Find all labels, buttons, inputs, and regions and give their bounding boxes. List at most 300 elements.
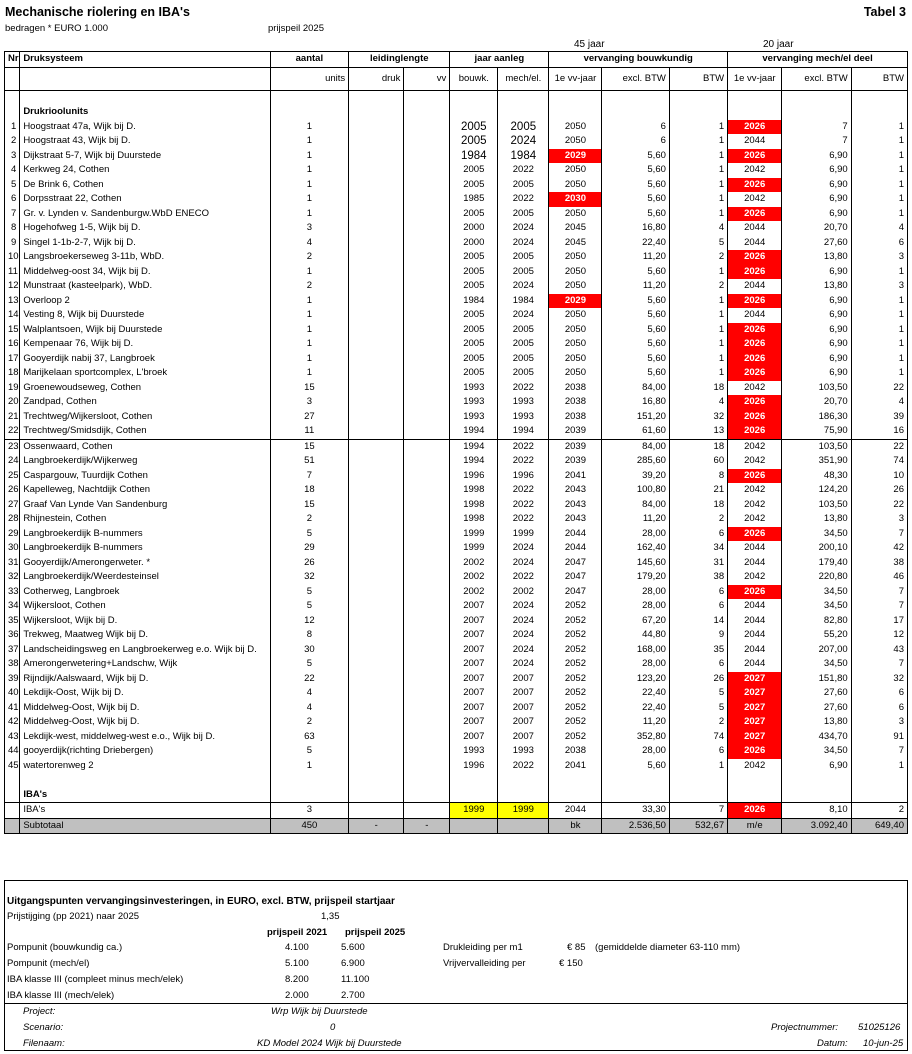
row-excl1: 6 bbox=[602, 134, 669, 149]
section-cell bbox=[549, 788, 602, 803]
row-vv1: 2029 bbox=[549, 294, 602, 309]
row-btw1: 26 bbox=[669, 672, 727, 687]
row-vv1: 2052 bbox=[549, 643, 602, 658]
row-excl1: 16,80 bbox=[602, 395, 669, 410]
table-row bbox=[5, 759, 908, 774]
header-sub-1 bbox=[20, 67, 270, 90]
row-mech: 2005 bbox=[498, 207, 549, 222]
row-excl2: 13,80 bbox=[782, 715, 851, 730]
row-bouwk: 2005 bbox=[450, 265, 498, 280]
row-btw1: 18 bbox=[669, 381, 727, 396]
row-btw1: 1 bbox=[669, 120, 727, 135]
row-vv1: 2050 bbox=[549, 163, 602, 178]
row-btw1: 1 bbox=[669, 337, 727, 352]
header-sub-2: units bbox=[270, 67, 349, 90]
header-druksysteem: Druksysteem bbox=[20, 52, 270, 68]
subtotal-excl2: 3.092,40 bbox=[782, 818, 851, 834]
row-units: 1 bbox=[270, 149, 349, 164]
row-vv2: 2026 bbox=[728, 250, 782, 265]
row-btw2: 22 bbox=[851, 439, 907, 454]
row-excl1: 5,60 bbox=[602, 178, 669, 193]
table-row bbox=[5, 498, 908, 513]
row-excl1: 11,20 bbox=[602, 512, 669, 527]
row-bouwk: 1984 bbox=[450, 149, 498, 164]
row-druk bbox=[349, 352, 404, 367]
row-btw1: 31 bbox=[669, 556, 727, 571]
row-vv2: 2026 bbox=[728, 527, 782, 542]
row-units: 27 bbox=[270, 410, 349, 425]
row-mech: 2007 bbox=[498, 715, 549, 730]
section-cell bbox=[349, 105, 404, 120]
row-bouwk: 2007 bbox=[450, 599, 498, 614]
row-vv2: 2026 bbox=[728, 352, 782, 367]
price-increase-label: Prijstijging (pp 2021) naar 2025 bbox=[7, 911, 140, 922]
row-vv2: 2042 bbox=[728, 570, 782, 585]
table-row bbox=[5, 469, 908, 484]
row-excl1: 5,60 bbox=[602, 265, 669, 280]
row-btw2: 7 bbox=[851, 599, 907, 614]
row-vv bbox=[404, 337, 450, 352]
row-name: Singel 1-1b-2-7, Wijk bij D. bbox=[20, 236, 270, 251]
assumption-label: IBA klasse III (mech/elek) bbox=[7, 990, 115, 1001]
row-btw2: 6 bbox=[851, 701, 907, 716]
row-vv2: 2026 bbox=[728, 265, 782, 280]
row-nr: 1 bbox=[5, 120, 20, 135]
row-nr: 37 bbox=[5, 643, 20, 658]
table-row bbox=[5, 352, 908, 367]
row-bouwk: 1993 bbox=[450, 744, 498, 759]
table-row bbox=[5, 483, 908, 498]
row-vv bbox=[404, 163, 450, 178]
row-mech: 2024 bbox=[498, 308, 549, 323]
table-row bbox=[5, 323, 908, 338]
section-cell bbox=[270, 788, 349, 803]
iba-row bbox=[5, 803, 908, 819]
subtotal-druk: - bbox=[349, 818, 404, 834]
row-excl1: 5,60 bbox=[602, 149, 669, 164]
table-row bbox=[5, 294, 908, 309]
table-row bbox=[5, 527, 908, 542]
header-row-2 bbox=[5, 67, 908, 90]
row-excl1: 5,60 bbox=[602, 294, 669, 309]
table-row bbox=[5, 643, 908, 658]
header-sub-7: 1e vv-jaar bbox=[549, 67, 602, 90]
row-excl2: 13,80 bbox=[782, 279, 851, 294]
row-bouwk: 1999 bbox=[450, 541, 498, 556]
table-row bbox=[5, 541, 908, 556]
iba-vv2: 2026 bbox=[728, 803, 782, 819]
row-nr: 8 bbox=[5, 221, 20, 236]
spacer-row-2-cell bbox=[782, 773, 851, 788]
iba-druk bbox=[349, 803, 404, 819]
row-vv bbox=[404, 207, 450, 222]
row-nr: 7 bbox=[5, 207, 20, 222]
assumption-2021: 4.100 bbox=[285, 942, 309, 953]
row-btw1: 1 bbox=[669, 759, 727, 774]
row-vv bbox=[404, 483, 450, 498]
row-mech: 2005 bbox=[498, 352, 549, 367]
row-btw1: 1 bbox=[669, 352, 727, 367]
header-jaar-aanleg: jaar aanleg bbox=[450, 52, 549, 68]
row-vv2: 2044 bbox=[728, 236, 782, 251]
row-vv bbox=[404, 323, 450, 338]
table-row bbox=[5, 614, 908, 629]
row-vv1: 2038 bbox=[549, 744, 602, 759]
row-vv bbox=[404, 686, 450, 701]
row-druk bbox=[349, 439, 404, 454]
row-excl1: 28,00 bbox=[602, 599, 669, 614]
spacer-row-1-cell bbox=[602, 90, 669, 105]
row-druk bbox=[349, 381, 404, 396]
row-vv bbox=[404, 744, 450, 759]
row-vv bbox=[404, 599, 450, 614]
row-name: Lekdijk-Oost, Wijk bij D. bbox=[20, 686, 270, 701]
row-vv bbox=[404, 294, 450, 309]
row-vv bbox=[404, 454, 450, 469]
row-excl2: 103,50 bbox=[782, 381, 851, 396]
row-excl1: 16,80 bbox=[602, 221, 669, 236]
row-btw2: 38 bbox=[851, 556, 907, 571]
row-name: Graaf Van Lynde Van Sandenburg bbox=[20, 498, 270, 513]
row-mech: 2007 bbox=[498, 672, 549, 687]
row-excl1: 5,60 bbox=[602, 163, 669, 178]
row-excl2: 6,90 bbox=[782, 207, 851, 222]
row-name: Kerkweg 24, Cothen bbox=[20, 163, 270, 178]
row-units: 26 bbox=[270, 556, 349, 571]
section-iba-row bbox=[5, 788, 908, 803]
row-btw2: 7 bbox=[851, 657, 907, 672]
row-vv1: 2041 bbox=[549, 469, 602, 484]
row-name: Rhijnestein, Cothen bbox=[20, 512, 270, 527]
row-btw1: 32 bbox=[669, 410, 727, 425]
row-name: Wijkersloot, Cothen bbox=[20, 599, 270, 614]
row-btw1: 6 bbox=[669, 599, 727, 614]
row-excl1: 168,00 bbox=[602, 643, 669, 658]
section-cell bbox=[669, 105, 727, 120]
row-units: 5 bbox=[270, 657, 349, 672]
row-nr: 5 bbox=[5, 178, 20, 193]
section-title-druk: Drukrioolunits bbox=[20, 105, 270, 120]
row-bouwk: 2005 bbox=[450, 323, 498, 338]
row-vv2: 2044 bbox=[728, 643, 782, 658]
row-mech: 2024 bbox=[498, 541, 549, 556]
header-sub-10: 1e vv-jaar bbox=[728, 67, 782, 90]
section-cell bbox=[782, 788, 851, 803]
header-row-1 bbox=[5, 52, 908, 68]
row-mech: 2005 bbox=[498, 366, 549, 381]
row-name: Hogehofweg 1-5, Wijk bij D. bbox=[20, 221, 270, 236]
row-bouwk: 2005 bbox=[450, 207, 498, 222]
row-vv1: 2052 bbox=[549, 672, 602, 687]
row-mech: 2007 bbox=[498, 686, 549, 701]
row-btw2: 22 bbox=[851, 381, 907, 396]
section-cell bbox=[851, 788, 907, 803]
row-btw2: 22 bbox=[851, 498, 907, 513]
section-cell bbox=[404, 105, 450, 120]
row-vv1: 2039 bbox=[549, 439, 602, 454]
row-vv bbox=[404, 178, 450, 193]
row-units: 1 bbox=[270, 366, 349, 381]
row-btw1: 38 bbox=[669, 570, 727, 585]
subtotal-row bbox=[5, 818, 908, 834]
subtotal-label: Subtotaal bbox=[20, 818, 270, 834]
table-row bbox=[5, 672, 908, 687]
row-vv2: 2044 bbox=[728, 599, 782, 614]
row-vv1: 2047 bbox=[549, 585, 602, 600]
row-name: watertorenweg 2 bbox=[20, 759, 270, 774]
row-btw2: 43 bbox=[851, 643, 907, 658]
row-bouwk: 1998 bbox=[450, 512, 498, 527]
row-vv2: 2044 bbox=[728, 657, 782, 672]
row-excl2: 13,80 bbox=[782, 512, 851, 527]
row-druk bbox=[349, 279, 404, 294]
row-excl2: 34,50 bbox=[782, 527, 851, 542]
row-units: 1 bbox=[270, 308, 349, 323]
row-nr: 15 bbox=[5, 323, 20, 338]
row-units: 1 bbox=[270, 352, 349, 367]
row-nr: 35 bbox=[5, 614, 20, 629]
row-vv1: 2050 bbox=[549, 265, 602, 280]
assumptions-title: Uitgangspunten vervangingsinvesteringen, in EURO, excl. BTW, prijspeil startjaar bbox=[7, 896, 395, 907]
row-units: 15 bbox=[270, 439, 349, 454]
row-vv1: 2050 bbox=[549, 337, 602, 352]
row-mech: 1993 bbox=[498, 395, 549, 410]
row-mech: 2005 bbox=[498, 178, 549, 193]
row-btw2: 46 bbox=[851, 570, 907, 585]
row-nr: 27 bbox=[5, 498, 20, 513]
row-excl1: 100,80 bbox=[602, 483, 669, 498]
row-excl2: 103,50 bbox=[782, 498, 851, 513]
project-number-label: Projectnummer: bbox=[771, 1022, 839, 1033]
row-btw2: 12 bbox=[851, 628, 907, 643]
row-mech: 2005 bbox=[498, 323, 549, 338]
header-leidinglengte: leidinglengte bbox=[349, 52, 450, 68]
row-bouwk: 2007 bbox=[450, 686, 498, 701]
row-btw1: 35 bbox=[669, 643, 727, 658]
row-mech: 2022 bbox=[498, 498, 549, 513]
row-vv1: 2041 bbox=[549, 759, 602, 774]
row-excl1: 61,60 bbox=[602, 424, 669, 439]
row-vv2: 2026 bbox=[728, 323, 782, 338]
row-druk bbox=[349, 192, 404, 207]
table-row bbox=[5, 715, 908, 730]
iba-mech: 1999 bbox=[498, 803, 549, 819]
row-vv1: 2047 bbox=[549, 570, 602, 585]
row-mech: 2024 bbox=[498, 657, 549, 672]
table-row bbox=[5, 149, 908, 164]
row-excl1: 285,60 bbox=[602, 454, 669, 469]
row-vv2: 2027 bbox=[728, 672, 782, 687]
row-bouwk: 1984 bbox=[450, 294, 498, 309]
row-druk bbox=[349, 672, 404, 687]
row-excl1: 179,20 bbox=[602, 570, 669, 585]
row-bouwk: 2005 bbox=[450, 352, 498, 367]
row-mech: 2024 bbox=[498, 236, 549, 251]
row-druk bbox=[349, 483, 404, 498]
table-row bbox=[5, 308, 908, 323]
row-nr: 21 bbox=[5, 410, 20, 425]
row-vv1: 2050 bbox=[549, 308, 602, 323]
header-sub-6: mech/el. bbox=[498, 67, 549, 90]
row-name: Munstraat (kasteelpark), WbD. bbox=[20, 279, 270, 294]
row-excl2: 6,90 bbox=[782, 294, 851, 309]
row-vv1: 2043 bbox=[549, 498, 602, 513]
row-bouwk: 2007 bbox=[450, 701, 498, 716]
row-excl1: 5,60 bbox=[602, 759, 669, 774]
row-mech: 2022 bbox=[498, 759, 549, 774]
header-sub-12: BTW bbox=[851, 67, 907, 90]
row-vv1: 2039 bbox=[549, 424, 602, 439]
filename-label: Filenaam: bbox=[23, 1038, 65, 1049]
row-nr: 42 bbox=[5, 715, 20, 730]
row-excl1: 28,00 bbox=[602, 657, 669, 672]
lifespan-bouwkundig: 45 jaar bbox=[574, 39, 605, 50]
row-druk bbox=[349, 469, 404, 484]
row-vv2: 2026 bbox=[728, 120, 782, 135]
row-btw1: 1 bbox=[669, 294, 727, 309]
section-cell bbox=[782, 105, 851, 120]
row-vv bbox=[404, 308, 450, 323]
table-row bbox=[5, 744, 908, 759]
row-bouwk: 2005 bbox=[450, 120, 498, 135]
table-row bbox=[5, 120, 908, 135]
subtotal-btw2: 649,40 bbox=[851, 818, 907, 834]
row-name: Langbroekerdijk/Weerdesteinsel bbox=[20, 570, 270, 585]
table-row bbox=[5, 424, 908, 439]
section-cell bbox=[498, 105, 549, 120]
row-excl1: 22,40 bbox=[602, 701, 669, 716]
header-sub-5: bouwk. bbox=[450, 67, 498, 90]
row-bouwk: 2005 bbox=[450, 178, 498, 193]
row-units: 29 bbox=[270, 541, 349, 556]
row-mech: 1984 bbox=[498, 294, 549, 309]
row-mech: 2024 bbox=[498, 614, 549, 629]
spacer-row-2-cell bbox=[728, 773, 782, 788]
row-druk bbox=[349, 759, 404, 774]
section-cell bbox=[450, 788, 498, 803]
header-vervanging-mech: vervanging mech/el deel bbox=[728, 52, 908, 68]
row-nr: 2 bbox=[5, 134, 20, 149]
iba-excl2: 8,10 bbox=[782, 803, 851, 819]
row-mech: 1993 bbox=[498, 410, 549, 425]
row-mech: 1999 bbox=[498, 527, 549, 542]
section-cell bbox=[602, 788, 669, 803]
assumption-2025: 5.600 bbox=[341, 942, 365, 953]
subtotal-bouwk bbox=[450, 818, 498, 834]
row-name: Trechtweg/Smidsdijk, Cothen bbox=[20, 424, 270, 439]
row-excl2: 7 bbox=[782, 134, 851, 149]
row-vv2: 2027 bbox=[728, 730, 782, 745]
project-value: Wrp Wijk bij Duurstede bbox=[271, 1006, 368, 1017]
row-btw2: 10 bbox=[851, 469, 907, 484]
spacer-row-1-cell bbox=[5, 90, 20, 105]
row-druk bbox=[349, 236, 404, 251]
row-bouwk: 1993 bbox=[450, 381, 498, 396]
row-mech: 2007 bbox=[498, 730, 549, 745]
row-btw2: 3 bbox=[851, 715, 907, 730]
section-cell bbox=[498, 788, 549, 803]
row-btw1: 5 bbox=[669, 686, 727, 701]
row-btw2: 6 bbox=[851, 236, 907, 251]
row-btw2: 1 bbox=[851, 207, 907, 222]
row-vv1: 2043 bbox=[549, 483, 602, 498]
row-excl2: 434,70 bbox=[782, 730, 851, 745]
row-druk bbox=[349, 395, 404, 410]
row-bouwk: 2005 bbox=[450, 279, 498, 294]
row-btw2: 26 bbox=[851, 483, 907, 498]
row-vv bbox=[404, 120, 450, 135]
row-btw1: 34 bbox=[669, 541, 727, 556]
row-vv1: 2050 bbox=[549, 366, 602, 381]
row-name: Hoogstraat 43, Wijk bij D. bbox=[20, 134, 270, 149]
row-excl1: 22,40 bbox=[602, 236, 669, 251]
spacer-row-2-cell bbox=[5, 773, 20, 788]
row-nr: 34 bbox=[5, 599, 20, 614]
spacer-row-1-cell bbox=[851, 90, 907, 105]
row-vv bbox=[404, 279, 450, 294]
row-druk bbox=[349, 512, 404, 527]
row-excl2: 75,90 bbox=[782, 424, 851, 439]
iba-btw1: 7 bbox=[669, 803, 727, 819]
row-druk bbox=[349, 207, 404, 222]
row-vv bbox=[404, 381, 450, 396]
row-name: Lekdijk-west, middelweg-west e.o., Wijk bij D. bbox=[20, 730, 270, 745]
row-vv2: 2027 bbox=[728, 686, 782, 701]
row-bouwk: 2000 bbox=[450, 221, 498, 236]
row-btw1: 4 bbox=[669, 221, 727, 236]
row-btw2: 3 bbox=[851, 250, 907, 265]
row-units: 1 bbox=[270, 163, 349, 178]
table-row bbox=[5, 279, 908, 294]
section-cell bbox=[349, 788, 404, 803]
row-units: 11 bbox=[270, 424, 349, 439]
row-vv1: 2052 bbox=[549, 599, 602, 614]
row-vv2: 2044 bbox=[728, 308, 782, 323]
table-row bbox=[5, 265, 908, 280]
spacer-row-1-cell bbox=[270, 90, 349, 105]
pressure-pipe-label: Drukleiding per m1 bbox=[443, 942, 523, 953]
row-name: Langbroekerdijk B-nummers bbox=[20, 527, 270, 542]
row-excl1: 5,60 bbox=[602, 337, 669, 352]
row-excl1: 352,80 bbox=[602, 730, 669, 745]
row-nr: 40 bbox=[5, 686, 20, 701]
row-excl2: 27,60 bbox=[782, 236, 851, 251]
row-excl2: 207,00 bbox=[782, 643, 851, 658]
row-btw2: 42 bbox=[851, 541, 907, 556]
row-btw2: 1 bbox=[851, 192, 907, 207]
row-vv bbox=[404, 366, 450, 381]
row-name: Langsbroekerseweg 3-11b, WbD. bbox=[20, 250, 270, 265]
row-vv1: 2052 bbox=[549, 715, 602, 730]
row-btw2: 1 bbox=[851, 163, 907, 178]
row-btw1: 18 bbox=[669, 498, 727, 513]
row-mech: 2002 bbox=[498, 585, 549, 600]
row-btw1: 1 bbox=[669, 308, 727, 323]
row-bouwk: 2005 bbox=[450, 134, 498, 149]
row-vv2: 2042 bbox=[728, 439, 782, 454]
spacer-row-2-cell bbox=[349, 773, 404, 788]
row-nr: 9 bbox=[5, 236, 20, 251]
row-vv1: 2038 bbox=[549, 395, 602, 410]
row-name: Rijndijk/Aalswaard, Wijk bij D. bbox=[20, 672, 270, 687]
row-vv1: 2052 bbox=[549, 614, 602, 629]
table-row bbox=[5, 570, 908, 585]
table-row bbox=[5, 657, 908, 672]
row-name: gooyerdijk(richting Driebergen) bbox=[20, 744, 270, 759]
row-druk bbox=[349, 498, 404, 513]
section-cell bbox=[728, 105, 782, 120]
col-header-2025: prijspeil 2025 bbox=[345, 927, 406, 938]
